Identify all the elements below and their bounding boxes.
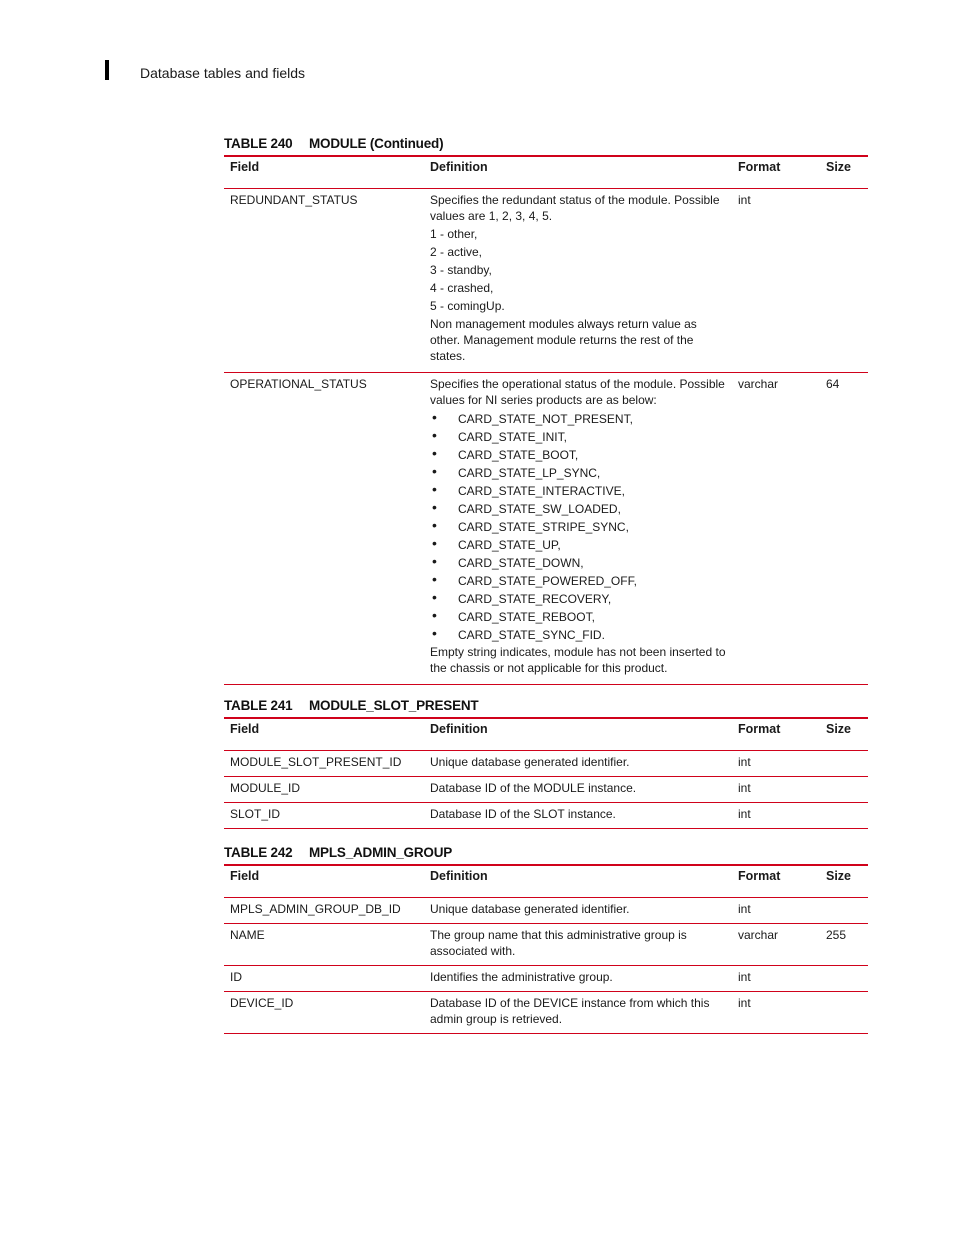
column-header-field: Field <box>230 869 260 883</box>
column-header-definition: Definition <box>430 160 488 174</box>
bullet-item: • CARD_STATE_RECOVERY, <box>430 590 726 608</box>
table-row <box>224 898 868 924</box>
table-caption <box>224 695 868 717</box>
format-cell: varchar <box>738 377 779 391</box>
table-row <box>224 373 868 685</box>
format-cell: int <box>738 970 751 984</box>
column-header-size: Size <box>826 869 852 883</box>
bullet-item: • CARD_STATE_SYNC_FID. <box>430 626 726 644</box>
table-module <box>224 133 868 685</box>
table-number: TABLE 242 <box>224 845 293 860</box>
bullet-item: • CARD_STATE_STRIPE_SYNC, <box>430 518 726 536</box>
format-cell: int <box>738 996 751 1010</box>
size-cell: 255 <box>826 928 847 942</box>
format-cell: int <box>738 755 751 769</box>
definition-intro: Specifies the redundant status of the module. Possible values are 1, 2, 3, 4, 5. <box>430 193 720 223</box>
bullet-item: • CARD_STATE_INIT, <box>430 428 726 446</box>
size-cell <box>820 898 868 924</box>
value-line: 1 - other, <box>430 227 478 241</box>
definition-note: Empty string indicates, module has not been inserted to the chassis or not applicable for this product. <box>430 645 726 675</box>
column-header-size: Size <box>826 160 852 174</box>
size-cell <box>820 777 868 803</box>
value-line: 5 - comingUp. <box>430 299 505 313</box>
size-cell <box>820 803 868 829</box>
field-cell: SLOT_ID <box>230 807 281 821</box>
table-header-row <box>224 156 868 189</box>
table-module-slot-present <box>224 695 868 829</box>
field-cell: MODULE_ID <box>230 781 301 795</box>
column-header-definition: Definition <box>430 869 488 883</box>
field-cell: MPLS_ADMIN_GROUP_DB_ID <box>230 902 401 916</box>
running-header: Database tables and fields <box>140 65 305 81</box>
table-caption <box>224 133 868 155</box>
bullet-item: • CARD_STATE_DOWN, <box>430 554 726 572</box>
bullet-list <box>430 410 726 644</box>
table-row <box>224 992 868 1034</box>
definition-cell: Unique database generated identifier. <box>430 755 630 769</box>
column-header-format: Format <box>738 869 781 883</box>
column-header-field: Field <box>230 722 260 736</box>
field-cell: NAME <box>230 928 265 942</box>
table-mpls-admin-group <box>224 842 868 1034</box>
definition-intro: Specifies the operational status of the module. Possible values for NI series products are as below: <box>430 377 725 407</box>
definition-note: Non management modules always return value as other. Management module returns the rest of the states. <box>430 317 697 363</box>
data-table <box>224 717 868 829</box>
table-caption <box>224 842 868 864</box>
field-cell: OPERATIONAL_STATUS <box>230 377 367 391</box>
table-header-row <box>224 865 868 898</box>
format-cell: varchar <box>738 928 779 942</box>
bullet-item: • CARD_STATE_BOOT, <box>430 446 726 464</box>
column-header-size: Size <box>826 722 852 736</box>
value-line: 4 - crashed, <box>430 281 494 295</box>
bullet-item: • CARD_STATE_LP_SYNC, <box>430 464 726 482</box>
definition-cell <box>424 373 732 685</box>
size-cell <box>820 189 868 373</box>
table-row <box>224 924 868 966</box>
table-title: MODULE_SLOT_PRESENT <box>309 698 479 713</box>
bullet-item: • CARD_STATE_REBOOT, <box>430 608 726 626</box>
size-cell: 64 <box>826 377 840 391</box>
table-title: MODULE (Continued) <box>309 136 444 151</box>
data-table <box>224 155 868 685</box>
column-header-field: Field <box>230 160 260 174</box>
table-row <box>224 803 868 829</box>
bullet-item: • CARD_STATE_NOT_PRESENT, <box>430 410 726 428</box>
definition-cell: Database ID of the DEVICE instance from which this admin group is retrieved. <box>430 996 710 1026</box>
format-cell: int <box>738 902 751 916</box>
definition-cell <box>424 189 732 373</box>
bullet-item: • CARD_STATE_POWERED_OFF, <box>430 572 726 590</box>
data-table <box>224 864 868 1034</box>
table-header-row <box>224 718 868 751</box>
table-row <box>224 777 868 803</box>
size-cell <box>820 966 868 992</box>
definition-cell: Unique database generated identifier. <box>430 902 630 916</box>
bullet-item: • CARD_STATE_INTERACTIVE, <box>430 482 726 500</box>
table-number: TABLE 240 <box>224 136 293 151</box>
field-cell: ID <box>230 970 242 984</box>
column-header-format: Format <box>738 160 781 174</box>
page-margin-marker <box>105 60 109 80</box>
table-title: MPLS_ADMIN_GROUP <box>309 845 453 860</box>
field-cell: DEVICE_ID <box>230 996 294 1010</box>
definition-cell: The group name that this administrative group is associated with. <box>430 928 687 958</box>
column-header-definition: Definition <box>430 722 488 736</box>
value-line: 3 - standby, <box>430 263 492 277</box>
bullet-item: • CARD_STATE_UP, <box>430 536 726 554</box>
format-cell: int <box>738 781 751 795</box>
table-row <box>224 751 868 777</box>
definition-cell: Database ID of the MODULE instance. <box>430 781 637 795</box>
value-line: 2 - active, <box>430 245 483 259</box>
format-cell: int <box>738 193 751 207</box>
size-cell <box>820 751 868 777</box>
table-row <box>224 189 868 373</box>
table-number: TABLE 241 <box>224 698 293 713</box>
column-header-format: Format <box>738 722 781 736</box>
bullet-item: • CARD_STATE_SW_LOADED, <box>430 500 726 518</box>
definition-cell: Identifies the administrative group. <box>430 970 613 984</box>
size-cell <box>820 992 868 1034</box>
definition-cell: Database ID of the SLOT instance. <box>430 807 616 821</box>
field-cell: REDUNDANT_STATUS <box>230 193 358 207</box>
format-cell: int <box>738 807 751 821</box>
field-cell: MODULE_SLOT_PRESENT_ID <box>230 755 402 769</box>
table-row <box>224 966 868 992</box>
